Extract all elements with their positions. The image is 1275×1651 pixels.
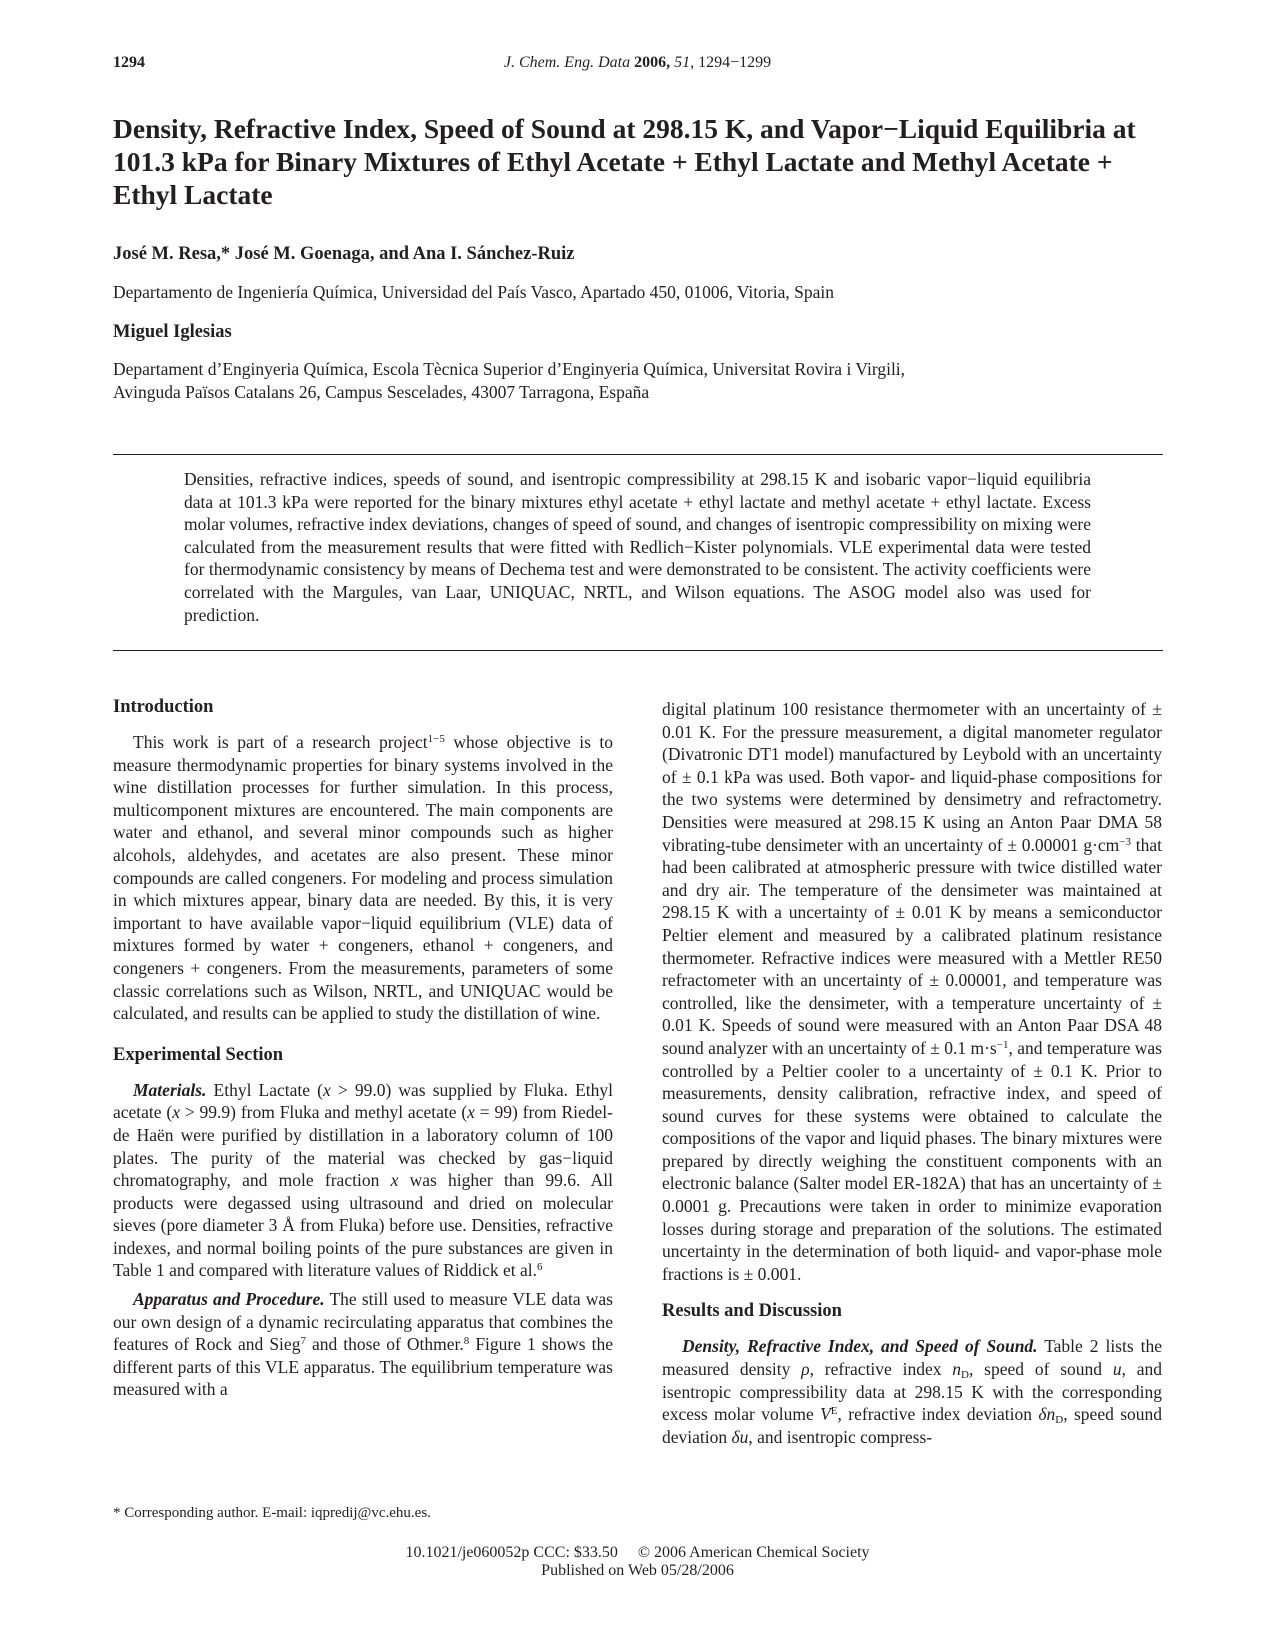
abstract-bottom-rule: [113, 650, 1163, 651]
affiliation-2: [113, 358, 1163, 404]
left-column: [113, 695, 613, 1401]
results-paragraph: Density, Refractive Index, and Speed of Sound. Table 2 lists the measured density ρ, refractive index $n_D$, speed of sound u, and isentropic compressibility data at 298.15 K with the corresponding excess molar volume $V^E$, refractive index deviation $\delta n_D$, speed sound deviation δu, and isentropic compress-: [662, 1336, 1163, 1447]
results-label: Density, Refractive Index, and Speed of Sound.: [682, 1336, 1038, 1357]
materials-label: Materials.: [133, 1079, 207, 1100]
materials-paragraph: Materials. Ethyl Lactate (x > 99.0) was supplied by Fluka. Ethyl acetate (x > 99.9) from Fluka and methyl acetate (x = 99) from Riedel-de Haën were purified by distillation in a laboratory column of 100 plates. The purity of the material was checked by gas−liquid chromatography, and mole fraction x was higher than 99.6. All products were degassed using ultrasound and dried on molecular sieves (pore diameter 3 Å from Fluka) before use. Densities, refractive indexes, and normal boiling points of the pure substances are given in Table 1 and compared with literature values of Riddick et al.$^6$: [113, 1079, 613, 1281]
running-header: [113, 54, 1162, 76]
author-list-2: Miguel Iglesias: [113, 322, 232, 342]
apparatus-paragraph: Apparatus and Procedure. The still used to measure VLE data was our own design of a dynamic recirculating apparatus that combines the features of Rock and Sieg$^7$ and those of Othmer.$^8$ Figure 1 shows the different parts of this VLE apparatus. The equilibrium temperature was measured with a: [113, 1289, 614, 1400]
journal-citation: [113, 54, 1162, 72]
right-column: [662, 698, 1162, 1448]
journal-name: J. Chem. Eng. Data: [503, 54, 631, 71]
journal-volume: 51,: [674, 54, 695, 71]
doi-text: 10.1021/je060052p CCC: $33.50: [405, 1544, 618, 1561]
paper-title: Density, Refractive Index, Speed of Sound at 298.15 K, and Vapor−Liquid Equilibria at 101.3 kPa for Binary Mixtures of Ethyl Acetate + Ethyl Lactate and Methyl Acetate + Ethyl Lactate: [113, 113, 1136, 210]
apparatus-continued-paragraph: digital platinum 100 resistance thermometer with an uncertainty of ± 0.01 K. For the pressure measurement, a digital manometer regulator (Divatronic DT1 model) manufactured by Leybold with an uncertainty of ± 0.1 kPa was used. Both vapor- and liquid-phase compositions for the two systems were determined by densimetry and refractometry. Densities were measured at 298.15 K using an Anton Paar DMA 58 vibrating-tube densimeter with an uncertainty of ± 0.00001 $g\cdot cm^{-3}$ that had been calibrated at atmospheric pressure with twice distilled water and dry air. The temperature of the densimeter was maintained at 298.15 K with a uncertainty of ± 0.01 K by means a semiconductor Peltier element and measured by a calibrated platinum resistance thermometer. Refractive indices were measured with a Mettler RE50 refractometer with an uncertainty of ± 0.00001, and temperature was controlled, like the densimeter, with a temperature uncertainty of ± 0.01 K. Speeds of sound were measured with an Anton Paar DSA 48 sound analyzer with an uncertainty of ± 0.1 $m\cdot s^{-1}$, and temperature was controlled by a Peltier cooler to a uncertainty of ± 0.1 K. Prior to measurements, density calibration, refractive index, and speed of sound curves for these systems were obtained to calculate the compositions of the vapor and liquid phases. The binary mixtures were prepared by directly weighing the constituent components with an electronic balance (Salter model ER-182A) that has an uncertainty of ± 0.0001 g. Precautions were taken in order to minimize evaporation losses during storage and preparation of the solutions. The estimated uncertainty in the determination of both liquid- and vapor-phase mole fractions is ± 0.001.: [662, 699, 1162, 1284]
journal-year: 2006,: [634, 54, 671, 71]
abstract-top-rule: [113, 454, 1163, 455]
affiliation-2-line-1: Departament d’Enginyeria Química, Escola Tècnica Superior d’Enginyeria Química, Universitat Rovira i Virgili,: [113, 359, 906, 379]
ref-8: 8: [463, 1335, 470, 1348]
page-footer: [0, 1544, 1275, 1580]
intro-paragraph: This work is part of a research project$^{1-5}$ whose objective is to measure thermodynamic properties for binary systems involved in the wine distillation processes for further simulation. In this process, multicomponent mixtures are encountered. The main components are water and ethanol, and several minor compounds such as higher alcohols, aldehydes, and acetates are also present. These minor compounds are called congeners. For modeling and process simulation in which mixtures appear, binary data are needed. By this, it is very important to have available vapor−liquid equilibrium (VLE) data of mixtures formed by water + congeners, ethanol + congeners, and congeners + congeners. From the measurements, parameters of some classic correlations such as Wilson, NRTL, and UNIQUAC would be calculated, and results can be applied to study the distillation of wine.: [113, 732, 613, 1024]
ref-7: 7: [300, 1335, 306, 1348]
ref-6: 6: [536, 1261, 543, 1274]
published-date: Published on Web 05/28/2006: [541, 1562, 734, 1579]
copyright-text: © 2006 American Chemical Society: [637, 1544, 870, 1561]
affiliation-2-line-2: Avinguda Països Catalans 26, Campus Sescelades, 43007 Tarragona, España: [113, 382, 650, 402]
author-list-1: José M. Resa,* José M. Goenaga, and Ana I. Sánchez-Ruiz: [113, 244, 575, 264]
experimental-heading: Experimental Section: [113, 1044, 284, 1065]
abstract: Densities, refractive indices, speeds of sound, and isentropic compressibility at 298.15 K and isobaric vapor−liquid equilibria data at 101.3 kPa were reported for the binary mixtures ethyl acetate + ethyl lactate and methyl acetate + ethyl lactate. Excess molar volumes, refractive index deviations, changes of speed of sound, and changes of isentropic compressibility on mixing were calculated from the measurement results that were fitted with Redlich−Kister polynomials. VLE experimental data were tested for thermodynamic consistency by means of Dechema test and were demonstrated to be consistent. The activity coefficients were correlated with the Margules, van Laar, UNIQUAC, NRTL, and Wilson equations. The ASOG model also was used for prediction.: [184, 469, 1091, 625]
ref-1-5: 1−5: [427, 733, 445, 745]
results-heading: Results and Discussion: [662, 1301, 842, 1322]
journal-pages: 1294−1299: [698, 54, 772, 71]
corresponding-author-footnote: * Corresponding author. E-mail: iqpredij@vc.ehu.es.: [113, 1505, 431, 1521]
page-number: 1294: [113, 54, 145, 71]
intro-heading: Introduction: [113, 697, 214, 717]
apparatus-label: Apparatus and Procedure.: [133, 1289, 325, 1310]
affiliation-1: Departamento de Ingeniería Química, Universidad del País Vasco, Apartado 450, 01006, Vitoria, Spain: [113, 282, 834, 302]
